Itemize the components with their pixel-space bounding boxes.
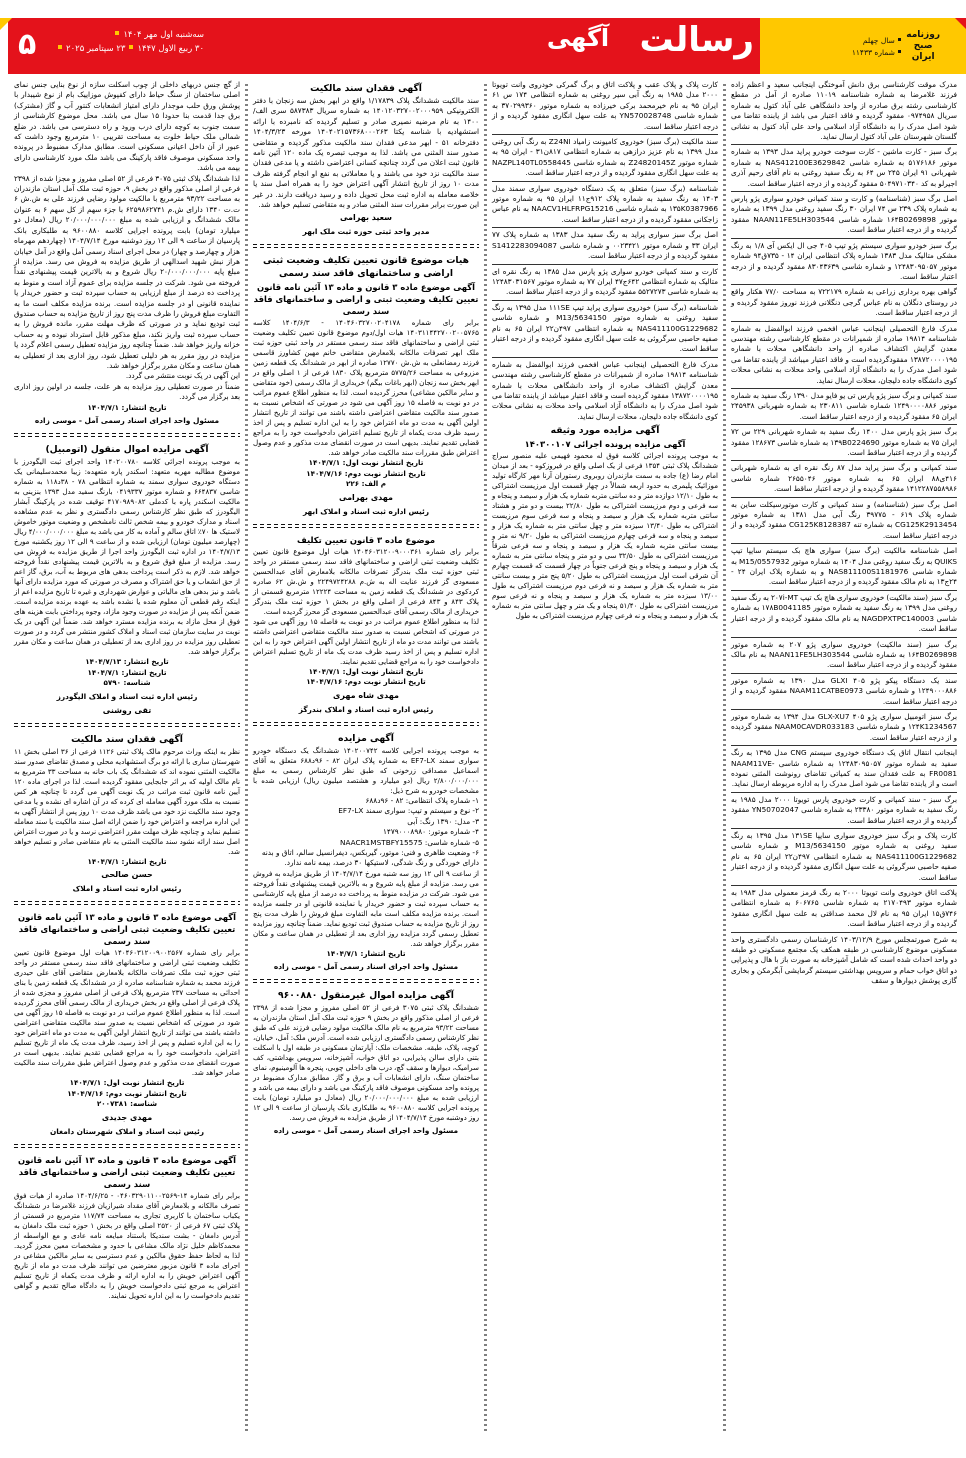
ad-body-text: برابر رای شماره ۱۴۰۴۶۰۳۱۲۰۰۹۰۰۰۳۶۱ هیات اول موضوع قانون تعیین تکلیف وضعیت ثبتی اراضی و ساختمانهای فاقد سند رسمی مستقر در واحد ثبتی حوزه ثبت ملک بندرگز تصرفات مالکانه بلامعارض آقای عبدالحسین مسعودی گز فرزند عنایت اله به ش.م ۲۲۴۹۷۲۴۲۸۸ و ش.ش ۶۲ صادره کردکوی در ششدانگ یک قطعه زمین به مساحت ۱۲۲۲۴ مترمربع قسمتی از پلاک ۸۴۳ و ۸۴۳ فرعی از اصلی واقع در بخش ۱ حوزه ثبت ملک بندرگز خریداری از مالک رسمی آقای عبدالحسین مسعودی گز محرز گردیده است. [253, 546, 479, 616]
signatory-title: رئیس اداره ثبت اسناد و املاک [72, 884, 182, 894]
section-divider [14, 901, 240, 905]
ad-subheading: آگهی مزایده پرونده اجرائی ۱۴۰۳۰۰۱۰۷ [524, 439, 686, 450]
signatory-title: مسئول واحد اجرای اسناد رسمی آمل - موسی زاده [34, 416, 220, 426]
notice-text: برگ سبز پژو پارس مدل ۱۴۰۰ رنگ سفید به شماره شهربانی ۲۲۹ س ۷۲ ایران ۷۵ به شماره موتور ۱۳۹B0224690 به شماره شاسی ۱۲۸۶۷۳ مفقود گردیده و از درجه اعتبار ساقط است. [731, 427, 957, 457]
vehicle-spec-item: ۲- نوع و سیستم و تیپ: سواری سمند EF7-LX [338, 806, 479, 816]
ad-body-text: ششدانگ پلاک ثبتی ۳۰۷۵ فرعی از ۵۲ اصلی مفروز و مجزا شده از ۲۳۹۸ فرعی از اصلی مذکور واقع در بخش ۹ حوزه ثبت ملک آمل استان مازندران به مساحت ۹۳/۲۲ مترمربع به نام مالک مالکیت مولود رضایی فرزند علی که طبق نظر کارشناس رسمی دادگستری ارزیابی شده است. آدرس ملک: آمل، خیابان، کوچه، پلاک، طبقه. مشخصات ملک: آپارتمان مسکونی در طبقه اول با اسکلت بتنی دارای سالن پذیرایی، دو اتاق خواب، آشپزخانه، سرویس بهداشتی، کف سرامیک، دیوارها و سقف گچ، درب های داخلی چوبی، پنجره ها آلومینیوم، نمای ساختمان سنگ، دارای انشعابات آب و برق و گاز. مطابق مدارک مضبوط در پرونده واحد مسکونی موصوف فاقد پارکینگ می باشد و دارای بیمه می باشد و ارزیابی شده به مبلغ ۲۰/۰۰۰/۰۰۰/۰۰۰ ریال (معادل دو میلیارد تومان) بابت پرونده اجرایی کلاسه ۹۶۰۰۸۸۰ به طلبکاری بانک پارسیان از ساعت ۹ الی ۱۲ روز دوشنبه مورخ ۱۴۰۴/۷/۱۴ از طریق مزایده به فروش می رسد. [253, 1003, 480, 1123]
publication-date-first: تاریخ انتشار نوبت اول: ۱۴۰۴/۷/۱ [308, 666, 424, 676]
land-committee-notice [253, 254, 479, 518]
divider [492, 357, 718, 358]
divider [731, 543, 957, 544]
signatory-title: رئیس اداره ثبت اسناد و املاک الیگودرز [56, 691, 198, 701]
signatory-title: مسئول واحد اجرای اسناد رسمی آمل - موسی زاده [273, 962, 459, 972]
divider [731, 144, 957, 145]
brand-logo: رسالت [639, 20, 754, 60]
paper-name-line1: روزنامه [906, 30, 940, 40]
notice-text: سند کمپانی و برگ سبز پژو پارس تی یو فایو مدل ۱۳۹۰ رنگ سفید به شماره موتور ۱۲۴۹۰۰۰۰۸۸۶ شماره شاسی ۲۳۰۸۱۱ به شماره شهربانی ۲۴۵۹۳۸ ایران ۶۵ مفقود گردیده و از درجه اعتبار ساقط است. [731, 390, 957, 421]
divider [492, 264, 718, 265]
section-divider [14, 433, 240, 437]
ad-heading: هیات موضوع قانون تعیین تکلیف وضعیت ثبتی اراضی و ساختمانهای فاقد سند رسمی [262, 255, 469, 280]
signatory-name: حسن صالحی [101, 870, 153, 880]
divider [731, 885, 957, 886]
lost-deed-notice [253, 82, 479, 238]
signatory-title: رئیس اداره ثبت اسناد و املاک ابهر [302, 506, 430, 516]
paper-name-line3: ایران [911, 52, 935, 62]
divider [492, 227, 718, 228]
publication-date-first: تاریخ انتشار نوبت اول: ۱۴۰۴/۷/۱ [69, 1078, 185, 1088]
notice-text: کارت و سند کمپانی خودرو سواری پژو پارس مدل ۱۳۸۵ به رنگ نقره ای متالیک به شماره انتظامی ۶۴۲ج۴۷ ایران ۷۷ به شماره موتور ۱۲۴۸۳۰۳۱۵۶۷ به شماره شاسی ۵۵۲۷۲۷۳ مفقود گردیده و از درجه اعتبار ساقط است. [492, 266, 718, 297]
page-number: ۵ [18, 27, 37, 62]
notice-text: مدرک فارغ التحصیلی اینجانب عباس افخمی فرزند ابوالفضل به شماره شناسنامه ۱۹۸۱۴ صادره از شمیرانات در مقطع کارشناسی رشته مهندسی معدن گرایش اکتشاف صادره از واحد دانشگاهی محلات با شماره ۱۳۸۷۲۰۰۰۰۱۹۵ مفقود گردیده است و فاقد اعتبار میباشد از یابنده تقاضا می شود اصل مدرک را به دانشگاه آزاد اسلامی واحد محلات به نشانی محلات کوی دانشگاه جاده دلیجان، محلات ارسال نماید. [492, 359, 718, 421]
reference-code: م الف: ۲۲۶ [345, 479, 387, 489]
divider [492, 181, 718, 182]
divider [492, 134, 718, 135]
divider [731, 932, 957, 933]
notice-text: گواهی بهره برداری زراعی به شماره ۷۲۲۱۷۹ به مساحت ۷۷/۰ هکتار واقع در روستای دنگلان به نام عباس گرجی دنگلانی فرزند نوروز مفقود گردیده و از درجه اعتبار ساقط است. [731, 287, 957, 318]
auction-notice [492, 424, 718, 621]
paper-name-line2: صبح [913, 41, 933, 51]
vehicle-spec-item: ۶- وضعیت ظاهری و فنی: موتور، گیربکس، دیفرانسیل سالم، اتاق و بدنه دارای خوردگی و رنگ شدگی، لاستیکها ۳۰ درصد، بیمه نامه ندارد. [261, 848, 479, 868]
divider [731, 497, 957, 498]
signatory-name: سعید بهرامی [339, 213, 393, 223]
notice-text: پلاکت اتاق خودروی وانت تویوتا ۲۰۰۰ به رنگ قرمز معمولی مدل ۱۹۸۳ به شماره موتور ۲۱۷۰۴۹۳ به شماره شاسی ۶۰۶۷۶۵ به شماره انتظامی ۷۴۶ق۱۵ ایران ۹۵ به نام لال محمد صداقتی به علت سهل انگاری مفقود گردیده و از درجه اعتبار ساقط است. [731, 888, 957, 929]
divider [731, 284, 957, 285]
publication-date-first: تاریخ انتشار نوبت اول: ۱۴۰۴/۷/۱ [308, 458, 424, 468]
article3-notice [253, 534, 479, 716]
ad-body-text: به موجب پرونده اجرائی کلاسه فوق له محمود فهیمی علیه منصور سراج ششدانگ پلاک ثبتی ۱۳۵۴ فرعی از یک اصلی واقع در فیروزکوه - بعد از میدان امام رضا (ع) جاده به سمت مازندران روبروی رستوران آرنا مهر کارگاه تولید موزائیک پلیمری به حدود اربعه شمالاً در چهار قسمت اول مرزیست اشتراکی به طول ۱۲/۱۰ دوازده متر و ده سانتی متربه شماره یک هزار و سیصد و پنجاه و سه فرعی و دوم مرزیست اشتراکی به طول ۲۲/۸۰ بیست و دو متر و هشتاد سانتی متربه شماره یک هزار و سیصد و پنجاه و سه فرعی سوم مرزیست اشتراکی به طول ۱۳/۴۰ سیزده متر و چهل سانتی متر به شماره یک هزار و سیصد و پنجاه و سه فرعی چهارم مرزیست اشتراکی به طول ۹/۲۰ نه متر و بیست سانتی متربه شماره یک هزار و سیصد و پنجاه و سه فرعی شرقاً مرزیست اشتراکی به طول ۳۲/۵۰ سی و دو متر و پنجاه سانتی متر به شماره یک هزار و سیصد و پنجاه و پنج فرعی جنوباً در چهار قسمت که قسمت چهارم آن شرقی است اول مرزیست اشتراکی به طول ۵/۲۰ پنج متر و بیست سانتی متر به شماره یک هزار و سیصد و نه فرعی دوم مرزیست اشتراکی به طول ۱۳/۰۰ سیزده متر به شماره یک هزار و سیصد و پنجاه و نه فرعی سوم مرزیست اشتراکی به طول ۵۱/۴۰ پنجاه و یک متر و چهل سانتی متر به شماره یک هزار و سیصد و پنجاه و نه فرعی چهارم مرزیست اشتراکی به طول [492, 451, 719, 621]
ad-heading: آگهی موضوع ماده ۳ قانون و ماده ۱۳ آئین نامه قانون تعیین تکلیف وضعیت ثبتی اراضی و ساختمانهای فاقد سند رسمی [17, 912, 236, 947]
ad-heading: موضوع ماده ۳ قانون تعیین تکلیف [296, 534, 436, 545]
notice-text: اصل برگ سبز (شناسنامه) و کارت و سند کمپانی خودرو سواری پژو پارس به شماره پلاک ۲۳۹ س ۷۴ ایران ۳۰ رنگ سفید روغنی مدل ۱۳۹۹ به شماره موتور ۱۶۴B0269898 شماره شاسی NAAN11FE5LH303544 مفقود گردیده و از درجه اعتبار ساقط است. [731, 194, 957, 235]
masthead-banner [0, 18, 966, 74]
ad-body-text: به موجب پرونده اجرایی کلاسه ۱۴۰۲۰۰۷۴۲ ششدانگ یک دستگاه خودرو سواری سمند EF7-LX به شماره پلاک ایران ۸۲ - ۹۶د۶۸۸ متعلق به آقای اسماعیل مصداقی زرخونی که طبق نظر کارشناس رسمی به مبلغ ۲/۸۰۰/۰۰۰/۰۰۰ ریال (دو میلیارد و هشتصد میلیون ریال) ارزیابی شده با مشخصات خودرو به شرح ذیل: [253, 745, 479, 795]
divider [731, 792, 957, 793]
notice-text: مدرک موقت کارشناسی برق دانش آموختگی اینجانب سعید و اعظم زاده فرزند غلامرضا به شماره شناسنامه ۱۱۰۱۹ صادره از آمل در مقطع کارشناسی رشته برق صادره از واحد دانشگاهی علی آباد کتول به شماره سریال ۰۹۷۴۹۵۸ مفقود گردیده و فاقد اعتبار می باشد از یابنده تقاضا می شود اصل مدرک را به دانشگاه آزاد اسلامی واحد علی آباد کتول به نشانی گلستان شهرستان علی آباد کتول ارسال نماید. [731, 80, 958, 142]
ad-heading: آگهی موضوع ماده ۳ قانون و ماده ۱۳ آئین نامه قانون تعیین تکلیف وضعیت ثبتی اراضی و ساختمانهای فاقد سند رسمی [17, 1154, 236, 1189]
year-label: سال چهلم [862, 35, 895, 45]
ad-note-text: ضمناً در صورت تعطیلی روز مزایده به هر علت، جلسه در اولین روز اداری بعد برگزار می گردد. [14, 381, 240, 402]
vehicle-spec-item: ۱- شماره پلاک انتظامی: ۸۲ - ۹۶د۶۸۸ [365, 795, 479, 805]
notice-text: برگ سبز اتومبیل سواری پژو ۴۰۵ GLX-XU7 مدل ۱۳۹۴ به شماره موتور ۱۲۴K1234567 و شماره شاسی NAAM0CAVDR033183 مفقود گردیده و از درجه اعتبار ساقط است. [731, 711, 957, 742]
divider [731, 191, 957, 192]
ad-heading: آگهی مزایده مورد وثیقه [550, 425, 660, 437]
notice-text: به شرح صورتمجلس مورخ ۱۴۰۳/۱۲/۹ کارشناسان رسمی دادگستری واحد مسکونی موضوع کارشناسی در طبقه همکف یک مجتمع مسکونی دو طبقه دو واحد احداث شده است که شامل آشپزخانه به صورت باز با هال و پذیرایی دو اتاق خواب حمام و سرویس بهداشتی سیستم گرمایشی آبگرمکن و بخاری گازی پوشش دیوارها و سقف [731, 934, 957, 986]
section-divider [14, 1144, 240, 1148]
column-separator [484, 84, 487, 1434]
section-divider [253, 722, 479, 726]
ad-heading: آگهی مزایده [338, 732, 394, 744]
column-separator [723, 84, 726, 1434]
divider [731, 460, 957, 461]
signatory-name: مهدی جدیدی [101, 1112, 153, 1122]
publication-date-first: تاریخ انتشار: ۱۴۰۴/۷/۱۳ [85, 657, 169, 667]
publication-date: تاریخ انتشار: ۱۴۰۴/۷/۱ [87, 402, 167, 412]
realestate-auction-notice [253, 989, 479, 1137]
masthead-meta [852, 30, 946, 63]
divider [731, 321, 957, 322]
ad-body-text: برابر رای شماره ۱۴-۰۴۶۰۳۲۹۰۱۱۰۰۲۵۶۹ - ۱۴۰۴/۶/۲۵ صادره از هیات فوق تصرف مالکانه و بلامعارض آقای مقداد شیرازیان فرزند غلامرضا در ششدانگ یکباب ساختمان با کاربری تجاری به مساحت ۱۱۷/۷۴ مترمربع در قسمتی از پلاک ثبتی ۶۷ فرعی از ۲۵۲۰ اصلی واقع در بخش ۱ حوزه ثبت ملک دامغان به آدرس دامغان - بشت سندیکا باستناد مبایعه نامه عادی و مع الواسطه از محمدکاظم خلیل نژاد مالک مشاعی با حدود و مشخصات معین محرز گردید. لذا به لحاظ حفظ حقوق مالکین و عدم دسترسی به سایر مالکین مشاعی در اجرای ماده ۳ قانون مزبور معترضین می توانند ظرف مدت دو ماه از تاریخ آگهی اعتراض خویش را به اداره ارائه و ظرف مدت یکماه از تاریخ تسلیم اعتراض به مرجع ثبتی دادخواست خویش را به دادگاه صالح تقدیم و گواهی تقدیم دادخواست را به این اداره تحویل نمایند. [14, 1190, 241, 1300]
meta-bullet-icon [898, 38, 901, 41]
divider [731, 709, 957, 710]
meta-bullet-icon [898, 50, 901, 53]
ad-heading: آگهی فقدان سند مالکیت [310, 83, 422, 94]
divider [731, 590, 957, 591]
paper-name [906, 30, 940, 63]
lost-deed-notice-2 [14, 733, 240, 896]
date-gregorian: ۲۳ سپتامبر ۲۰۲۵ [66, 44, 126, 54]
ad-heading: آگهی فقدان سند مالکیت [71, 733, 183, 745]
signatory-name: تقی روشنی [102, 705, 152, 715]
publication-date: تاریخ انتشار: ۱۴۰۴/۷/۱ [87, 856, 167, 866]
notice-text: شناسنامه (برگ سبز) متعلق به یک دستگاه خودروی سواری سمند مدل ۱۴۰۳ به رنگ سفید به شماره پلاک ۹۱۲ج۱۱ ایران ۹۵ به شماره موتور ۱۳۵K0387966 به شماره شاسی NAACV1HLFRPG15216 به نام عباس زاجکانی مفقود گردیده و از درجه اعتبار ساقط است. [492, 183, 719, 224]
notice-text: شناسنامه (برگ سبز) خودروی سواری پراید تیپ ۱۱۱SE مدل ۱۳۹۵ به رنگ سفید روغنی به شماره موتور M13/5634150 و شماره شاسی NAS411100G1229682 به شماره انتظامی ۴۹۷ن۲۲ ایران ۶۵ به نام صفیه حاصبی سرگروئی به علت سهل انگاری مفقود گردیده و از درجه اعتبار ساقط است. [492, 302, 718, 354]
signatory-name: مهدی بهرامی [338, 492, 394, 502]
vehicle-auction-notice [253, 732, 479, 973]
vehicle-spec-item: ۵- شماره شاسی: NAACR1MSTBFY15575 [339, 837, 479, 847]
ad-body-text: لذا ششدانگ پلاک ثبتی ۳۰۷۵ فرعی از ۵۲ اصلی مفروز و مجزا شده از ۲۳۹۸ فرعی از اصلی مذکور واقع در بخش ۹، حوزه ثبت ملک آمل استان مازندران به مساحت ۹۳/۲۲ مترمربع با مالکیت مولود رضایی فرزند علی به ش.ش ۶ ت.ت ۱۳۴۰ دارای ش.م ۶۲۵۹۸۶۲۷۴۱ با جزء سهم از کل سهم ۶ به عنوان مالک ششدانگ و ارزیابی شده به مبلغ ۲۰/۰۰۰/۰۰۰/۰۰۰ ریال (معادل دو میلیارد تومان) بابت پرونده اجرایی کلاسه ۹۶۰۰۸۸۰ به طلبکاری بانک پارسیان از ساعت ۹ الی ۱۲ روز دوشنبه مورخ ۱۴۰۴/۷/۱۴ (چهاردهم مهرماه هزار و چهارصد و چهار) در محل اجرای اسناد رسمی آمل واقع در آمل خیابان هراز نبش شهید اسدالهی از طریق مزایده به فروش می رسد. مزایده از مبلغ پایه ۲۰/۰۰۰/۰۰۰/۰۰۰ ریال شروع و به بالاترین قیمت پیشنهادی نقداً فروخته می شود. شرکت در جلسه مزایده برای عموم آزاد است و منوط به پرداخت ده درصد از مبلغ ارزیابی به حساب سپرده ثبت و حضور خریدار یا نماینده قانونی او در جلسه مزایده است. برنده مزایده مکلف است ما به التفاوت مبلغ فروش را ظرف مدت پنج روز از تاریخ مزایده به حساب صندوق ثبت تودیع نماید و در صورتی که ظرف مهلت مقرر، مانده فروش را به حساب سپرده ثبت واریز نکند، مبلغ مذکور قابل استرداد نبوده و به حساب خزانه واریز خواهد شد. ضمناً چنانچه روز مزایده تعطیل رسمی اعلام گردد یا مزایده در روز مقرر به هر دلیلی تعطیل شود، روز اداری بعد از تعطیلی به همان ساعت و مکان مقرر برگزار خواهد شد. [14, 173, 240, 370]
notice-text: سند کمپانی و برگ سبز پراید مدل ۸۷ رنگ نقره ای به شماره شهربانی ۴۱۶ی۸۸ ایران ۶۵ به شماره موتور ۲۶۵۵۰۴۶ شماره شاسی ۱۴۱۲۲۸۷۵۵۸۹۸۶ مفقود گردیده و از درجه اعتبار ساقط است. [731, 463, 957, 494]
column-4 [726, 80, 962, 1438]
ad-body-text: از گچ جنس دربهای داخلی از چوب اسکلت سازه از نوع بنایی جنس نمای اصلی ساختمان از سنگ حیاط دارای کفپوش موزاییک بام از نوع شیبدار با پوشش ورق حلب موجدار دارای امتیاز انشعابات کنتور آب و گاز (مشترک) برق جدا قدمت بنا حدودا ۱۵ سال می باشد. محل موضوع کارشناسی از سمت جنوب به کوچه دارای درب ورود و راه دسترسی می باشد. در ضلع شمالی ملک حیاط خلوت به مساحت تقریبی ۱۰ مترمربع وجود داشت که عبور از آن داخل اعیانی مسکونی است. مطابق مدارک مضبوط در پرونده واحد مسکونی موصوف فاقد پارکینگ می باشد ملک مورد کارشناسی دارای بیمه می باشد. [14, 80, 240, 173]
auction-terms-text: از ساعت ۹ الی ۱۲ روز سه شنبه مورخ ۱۴۰۴/۷/۱۴ از طریق مزایده به فروش می رسد. مزایده از مبلغ پایه شروع و به بالاترین قیمت پیشنهادی نقداً فروخته می شود. شرکت در مزایده منوط به پرداخت ده درصد از مبلغ پایه کارشناسی به حساب سپرده ثبت و حضور خریدار یا نماینده قانونی او در جلسه مزایده است. برنده مزایده مکلف است مابه التفاوت مبلغ فروش را ظرف مدت پنج روز از تاریخ مزایده به حساب صندوق ثبت تودیع نماید. ضمناً چنانچه روز مزایده تعطیل رسمی گردد مزایده روز اداری بعد از تعطیلی در همان ساعت و مکان مقرر برگزار خواهد شد. [253, 868, 479, 948]
ad-body-text: نظر به اینکه وراث مرحوم مالک پلاک ثبتی ۱۱۲۶ فرعی از ۳۶ اصلی بخش ۱۱ شهرستان ساری با ارائه دو برگ استشهادیه محلی و مصدق تقاضای صدور سند مالکیت المثنی نموده اند که ششدانگ یک باب خانه به مساحت ۳۳ مترمربع به نام مالک اولیه که بر اثر جابجایی مفقود گردیده است. لذا در اجرای ماده ۱۲۰ آیین نامه قانون ثبت مراتب در یک نوبت آگهی می گردد تا چنانچه هر کس نسبت به ملک مورد آگهی معامله ای کرده که در آن اشاره ای نشده و یا مدعی وجود سند مالکیت نزد خود می باشد ظرف مدت ۱۰ روز پس از انتشار آگهی به این اداره مراجعه و اعتراض خود را ضمن ارائه اصل سند مالکیت یا سند معامله تسلیم نماید و چنانچه ظرف مهلت مقرر اعتراضی نرسد و یا در صورت اعتراض اصل سند ارائه نشود سند مالکیت المثنی به نام متقاضی صادر و تسلیم خواهد شد. [14, 746, 240, 856]
date-solar: سه‌شنبه اول مهر ۱۴۰۴ [123, 30, 205, 40]
signatory-title: مدیر واحد ثبتی حوزه ثبت ملک ابهر [302, 227, 430, 237]
section-title: آگهی [546, 24, 610, 52]
divider [492, 300, 718, 301]
notice-text: اصل برگ سبز سواری پراید به رنگ سفید مدل ۱۳۸۳ به شماره پلاک ۷۷ ایران ۳۳ و شماره موتور ۰۰۲۳۴۲۱ و شماره شاسی S1412283094087 مفقود گردیده و از درجه اعتبار ساقط است. [492, 230, 718, 261]
notice-text: برگ سبز - سند کمپانی و کارت خودروی پارس تویوتا ۲۰۰۰ مدل ۱۹۸۵ به رنگ سفید به شماره موتور ۲۳۳۸۰ به شماره شاسی YN50702047 مفقود گردیده و از درجه اعتبار ساقط است. [731, 794, 957, 825]
ad-subheading: آگهی موضوع ماده ۳ قانون و ماده ۱۳ آئین نامه قانون تعیین تکلیف وضعیت ثبتی و اراضی و ساختمانهای فاقد سند رسمی [253, 282, 479, 317]
date-lunar: ۳۰ ربیع الاول ۱۴۴۷ [137, 44, 205, 54]
vehicle-spec-item: ۳- مدل: ۱۳۹۰ رنگ: آبی [407, 816, 479, 826]
divider [731, 388, 957, 389]
notice-text: کارت پلاک و برگ سبز خودروی سواری سایپا ۱۳۱SE مدل ۱۳۹۵ به رنگ سفید روغنی به شماره موتور M13/5634150 و شماره شاسی NAS411100G1229682 به شماره انتظامی ۴۹۷ن۲۲ ایران ۶۵ به نام صفیه حاصبی سرگروئی به علت سهل انگاری مفقود گردیده و از درجه اعتبار ساقط است. [731, 831, 957, 882]
notice-text: اصل شناسنامه مالکیت (برگ سبز) سواری هاچ بک سیستم سایپا تیپ QUIKS به رنگ سفید روغنی مدل ۱۴۰۴ به شماره موتور M15/0557932 به شماره شاسی NAS811100S1181976 و به شماره پلاک ایران ۲۴ - ۲۴ج۱۳ به نام مالک مفقود گردیده و از درجه اعتبار ساقط است. [731, 546, 958, 587]
column-3 [487, 80, 723, 1438]
publication-date-second: تاریخ انتشار نوبت دوم: ۱۴۰۴/۷/۱۶ [67, 1088, 187, 1098]
notice-text: اینجانب انتقال اتاق یک دستگاه خودروی سیستم CNG مدل ۱۳۹۵ به رنگ سفید به شماره موتور ۱۲۴۸۳۰۹۵۰۵۷ به شماره شاسی NAAM11VE-FR0081 به علت فقدان سند به کمیاتی تقاضای رونوشت المثنی نموده است و از یابنده تقاضا می شود اصل مدرک را به اداره مربوطه ارسال نماید. [731, 748, 957, 789]
signatory-title: رئیس ثبت اسناد و املاک شهرستان دامغان [49, 1126, 205, 1136]
movable-auction-notice [14, 443, 240, 717]
notice-text: کارت پلاک و پلاک عقب و پلاکت اتاق و برگ گمرکی خودروی وانت تویوتا ۲۰۰۰ مدل ۱۹۸۵ به رنگ آبی سیر روغنی به شماره انتظامی ۱۷۴ س ۶۱ ایران ۹۵ به نام خیرمحمد برکی خیرزاده به شماره موتور ۳۷۰۲۹۹۳۶۰ به شماره شاسی YN570028748 به علت سهل انگاری مفقود گردیده و از درجه اعتبار ساقط است. [492, 80, 718, 131]
article3-notice-2 [14, 911, 240, 1138]
section-divider [253, 979, 479, 983]
divider [731, 238, 957, 239]
ad-body-text: سند مالکیت ششدانگ پلاک ۱/۱۷۸۳۹ واقع در ابهر بخش سه زنجان با دفتر الکترونیکی ۱۴۰۱۲۰۳۲۷۰۰۲۰۰۰۹۵۹ به شماره سریال ۵۸۷۳۸۳ سری الف/۱۴۰۰ به نام مرضیه نصیری صادر و تسلیم گردیده که نامبرده با ارائه استشهادیه با شناسه یکتا ۱۴۰۴۰۲۱۵۷۳۶۸۰۰۰۲۶۳ مورخه ۱۴۰۴/۳/۲۳ دفترخانه ۵۱ - ابهر مدعی فقدان سند مالکیت مذکور گردیده و متقاضی صدور سند المثنی می باشد. لذا به موجب تبصره یک ماده ۱۲۰ آئین نامه قانون ثبت اعلان می گردد چنانچه کسانی اعتراضی داشته و یا مدعی فقدان سند مالکیت نزد خود می باشند و یا معاملاتی به نفع او انجام گرفته ظرف مدت ۱۰ روز از تاریخ انتشار آگهی اعتراض خود را به همراه اصل سند یا خلاصه معامله به اداره ثبت محل تحویل داده و رسید دریافت دارند. در غیر این صورت برابر مقررات سند المثنی صادر و به متقاضی تسلیم خواهد شد. [253, 96, 480, 210]
notice-text: مدرک فارغ التحصیلی اینجانب عباس افخمی فرزند ابوالفضل به شماره شناسنامه ۱۹۸۱۴ صادره از شمیرانات در مقطع کارشناسی رشته مهندسی معدن گرایش اکتشاف صادره از واحد دانشگاهی محلات با شماره ۱۳۸۷۲۰۰۰۰۱۹۵ مفقودگردیده است و فاقد اعتبار میباشد از یابنده تقاضا می شود اصل مدرک را به دانشگاه آزاد اسلامی واحد محلات به نشانی محلات کوی دانشگاه جاده دلیجان، محلات ارسال نماید. [731, 323, 957, 385]
ad-body-text-cont: لذا به منظور اطلاع عموم مراتب در دو نوبت به فاصله ۱۵ روز آگهی می شود در صورتی که اشخاص نسبت به صدور سند مالکیت متقاضی اعتراضی داشته باشند می توانند مدت دو ماه از تاریخ انتشار اولین آگهی اعتراض خود را به این اداره تسلیم و پس از اخذ رسید ظرف مدت یک ماه از تاریخ تسلیم اعتراض دادخواست خود را به مراجع قضایی تقدیم نمایند. [253, 616, 479, 666]
ad-body-text: برابر رای شماره ۱۴۰۴۶۰۳۲۷۰۰۲۰۴۱۷۸ - ۱۴۰۴/۶/۳ کلاسه ۱۴۰۳۱۱۴۴۲۷۰۰۲۰۰۵۷۶۵ هیات اول/دوم موضوع قانون تعیین تکلیف وضعیت ثبتی اراضی و ساختمانهای فاقد سند رسمی مستقر در واحد ثبتی حوزه ثبت ملک ابهر تصرفات مالکانه بلامعارض متقاضی خانم مهین کشاورز قاسمی فرزند رمضانعلی به ش.ش ۱۲۷۷۰ صادره از ابهر در ششدانگ یک قطعه زمین مزروعی به مساحت ۵۷۷۵/۲۶ مترمربع پلاک ۱۸۳۰ فرعی از ۱ اصلی واقع در ابهر بخش سه زنجان (ابهر باغات بیگم) خریداری از مالک رسمی (خود متقاضی و سایر مالکین مشاعی) محرز گردیده است. لذا به منظور اطلاع عموم مراتب در دو نوبت به فاصله ۱۵ روز آگهی می شود در صورتی که اشخاص نسبت به صدور سند مالکیت متقاضی اعتراضی داشته باشند می توانند از تاریخ انتشار اولین آگهی به مدت دو ماه اعتراض خود را به این اداره تسلیم و پس از اخذ رسید ظرف مدت یکماه از تاریخ تسلیم اعتراض دادخواست خود را به مراجع قضایی تقدیم نمایند. بدیهی است در صورت انقضای مدت مذکور و عدم وصول اعتراض طبق مقررات سند مالکیت صادر خواهد شد. [253, 318, 479, 458]
publication-date-second: تاریخ انتشار نوبت دوم: ۱۴۰۴/۷/۱۶ [306, 468, 426, 478]
divider [731, 637, 957, 638]
divider [731, 424, 957, 425]
publication-date: تاریخ انتشار: ۱۴۰۴/۷/۱ [326, 948, 406, 958]
notice-text: برگ سبز (سند مالکیت) خودروی سواری هاچ بک تیپ ۲۰۷i-MT به رنگ سفید روغنی مدل ۱۳۹۹ به رنگ سفید به شماره موتور ۱۷۸B0041185 به شماره شاسی NAGDPXTPC140003 به نام مالک مفقود گردیده و از درجه اعتبار ساقط است. [731, 592, 957, 634]
publication-date-second: تاریخ انتشار نوبت دوم: ۱۴۰۴/۷/۱۶ [306, 677, 426, 687]
ad-body-text: به موجب پرونده اجرائی کلاسه ۱۴۰۲۰۰۷۸۰ واحد اجرای ثبت الیگودرز با موضوع مطالبه مهریه متعهد: اسکندر پاره متعهده: زیبا محمدسلیمانی یک دستگاه خودروی سواری سمند به شماره انتظامی ۷۸ - ۳۸د۱۱۸ به شماره شاسی ۶۶۴۸۳۷ و شماره موتور ۰۴۱۹۳۳۷ بارنگ سفید مدل ۱۳۹۳ بنزینی به مالکیت اسکندر پاره با کدملی ۴۱۷۰۹۸۹۰۸۲ توقیف شده در پارکینگ آبشار الیگودرز که طبق نظر کارشناس رسمی دادگستری و نظر به عدم مشاهده اسناد و مدارک خودرو و بیمه شخص ثالث نامشخص و وضعیت موتور خاموش لاستیک ها ۷۰٪ اتاق سالم و آماده به کار می باشد به مبلغ ۴/۰۰۰/۰۰۰/۰۰۰ ریال (چهارصد میلیون تومان) ارزیابی شده و از ساعت ۹ الی ۱۲ روز یکشنبه مورخ ۱۴۰۴/۷/۱۳ در اداره ثبت الیگودرز واحد اجرا از طریق مزایده به فروش می رسد. مزایده از مبلغ فوق شروع و به بالاترین قیمت پیشنهادی نقداً فروخته خواهد شد. لازم به ذکر است پرداخت بدهی های مربوط به آب، برق، گاز اعم از حق انشعاب و یا حق اشتراک و مصرف در صورتی که مورد مزایده دارای آنها باشد و نیز بدهی های مالیاتی و عوارض شهرداری و غیره تا تاریخ مزایده اعم از اینکه رقم قطعی آن معلوم شده یا نشده باشد به عهده برنده مزایده است. ضمن آنکه پس از مزایده در صورت وجود مازاد، وجوه پرداختی بابت هزینه های فوق از محل مازاد به برنده مزایده مسترد خواهد شد. ضمناً این آگهی در یک نوبت در سایت سازمان ثبت اسناد و املاک کشور منتشر می گردد و در صورت تعطیلی روز مزایده در روز اداری بعد از تعطیلی در همان ساعت و مکان مقرر برگزار خواهد شد. [14, 457, 241, 657]
reference-code: شناسه: ۲۰۰۷۳۸۱ [96, 1099, 158, 1109]
ad-note-text: این آگهی در یک نوبت منتشر می گردد. [125, 371, 240, 381]
notice-text: برگ سبز - کارت ماشین - کارت سوخت خودرو پراید مدل ۱۳۹۳ به شماره موتور ۵۱۷۶۱۸۶ به شماره شاسی NAS412100E3629842 به شماره شهربانی ۹۱ ایران ۲۴۵ س ۶۴ به رنگ سفید روغنی به نام آقای رحیم آذری اجیرلو به کد ۵۰۴۹۷۱۰۳۴۰ مفقود گردیده و از درجه اعتبار ساقط است. [731, 147, 958, 188]
notice-text: اصل برگ سبز (شناسنامه) و سند کمپانی و کارت موتورسیکلت ساین به شماره پلاک ۶۱۹ - ۳۹۷۷۵ رنگ آبی مدل ۱۳۸۱ به شماره موتور CG125K2913454 به شماره تنه CG125K8128387 مفقود گردیده و از درجه اعتبار ساقط است. [731, 499, 957, 540]
reference-code: شناسه: ۵۷۹۰ [103, 678, 151, 688]
column-separator [245, 84, 248, 1434]
article3-notice-3 [14, 1154, 240, 1301]
section-divider [14, 723, 240, 727]
divider [731, 673, 957, 674]
divider [731, 745, 957, 746]
notice-text: برگ سبز خودرو سواری سیستم پژو تیپ ۴۰۵ جی ال ایکس آی ۱/۸ به رنگ مشکی متالیک مدل ۱۳۸۳ شماره پلاک انتظامی ایران ۱۴ - ۷۳۵ق۹۴ شماره موتور ۱۲۴۸۳۰۹۵۰۵۷ و شماره شاسی ۸۳۰۴۳۶۳۹ مفقود گردیده و از درجه اعتبار ساقط است. [731, 240, 957, 281]
column-1 [9, 80, 245, 1438]
signatory-title: رئیس اداره ثبت اسناد و املاک بندرگز [298, 704, 434, 714]
signatory-title: مسئول واحد اجرای اسناد رسمی آمل - موسی زاده [273, 1126, 459, 1136]
ad-heading: آگهی مزایده اموال غیرمنقول ۹۶۰۰۸۸۰ [278, 990, 454, 1002]
column-2 [248, 80, 484, 1438]
notice-text: سند یک دستگاه پیکو پژو ۴۰۵ GLXI مدل ۱۳۹۰ به شماره موتور ۱۲۴۹۰۰۰۸۸۶ و شماره شاسی NAAM11CATBE0973 مفقود گردیده و از درجه اعتبار ساقط است. [731, 675, 957, 706]
section-divider [253, 244, 479, 248]
section-divider [253, 524, 479, 528]
issue-label: شماره ۱۱۴۳۳ [851, 47, 895, 57]
vehicle-spec-item: ۴- شماره موتور: ۱۴۷۹۰۰۰۸۹۸۰ [382, 827, 479, 837]
divider [731, 828, 957, 829]
ad-heading: آگهی مزایده اموال منقول (اتومبیل) [45, 444, 209, 456]
notice-text: سند مالکیت (برگ سبز) خودروی کامیونت زامیاد Z24NI به رنگ آبی روغنی مدل ۱۳۹۹ به نام عزیز درازهی به شماره انتظامی ۸۱۷ن۳۱ - ایران ۹۵ به شماره موتور Z24820145Z به شماره شاسی NAZPL140TL0558445 به علت سهل انگاری مفقود گردیده و از درجه اعتبار ساقط است. [492, 137, 718, 178]
ad-body-text: برابر رای شماره ۱۴۰۴۶۰۳۱۲۰۰۹۰۰۲۵۶۷ هیات اول موضوع قانون تعیین تکلیف وضعیت ثبتی اراضی و ساختمانهای فاقد سند رسمی مستقر در واحد ثبتی حوزه ثبت ملک تصرفات مالکانه بلامعارض متقاضی آقای علی حیدری فرزند محمد به شماره شناسنامه صادره از در ششدانگ یک قطعه زمین با بنای احداثی به مساحت ۲۳۷ مترمربع پلاک فرعی از اصلی مفروز و مجزی شده از پلاک فرعی از اصلی واقع در بخش خریداری از مالک رسمی آقای محرز گردیده است. لذا به منظور اطلاع عموم مراتب در دو نوبت به فاصله ۱۵ روز آگهی می شود در صورتی که اشخاص نسبت به صدور سند مالکیت متقاضی اعتراضی داشته باشند می توانند از تاریخ انتشار اولین آگهی به مدت دو ماه اعتراض خود را به این اداره تسلیم و پس از اخذ رسید، ظرف مدت یک ماه از تاریخ تسلیم اعتراض، دادخواست خود را به مراجع قضایی تقدیم نمایند. بدیهی است در صورت انقضای مدت مذکور و عدم وصول اعتراض طبق مقررات سند مالکیت صادر خواهد شد. [14, 948, 240, 1078]
publication-date-second: تاریخ انتشار: ۱۴۰۴/۷/۱ [87, 667, 167, 677]
notice-text: برگ سبز (سند مالکیت) خودروی سواری پژو ۲۰۷ به شماره موتور ۱۶۴B0269898 به شماره شاسی NAAN11FE5LH303544 به نام مالک مفقود گردیده و از درجه اعتبار ساقط است. [731, 639, 957, 670]
signatory-name: مهدی شاه مهری [333, 690, 399, 700]
page-columns [0, 80, 966, 1438]
